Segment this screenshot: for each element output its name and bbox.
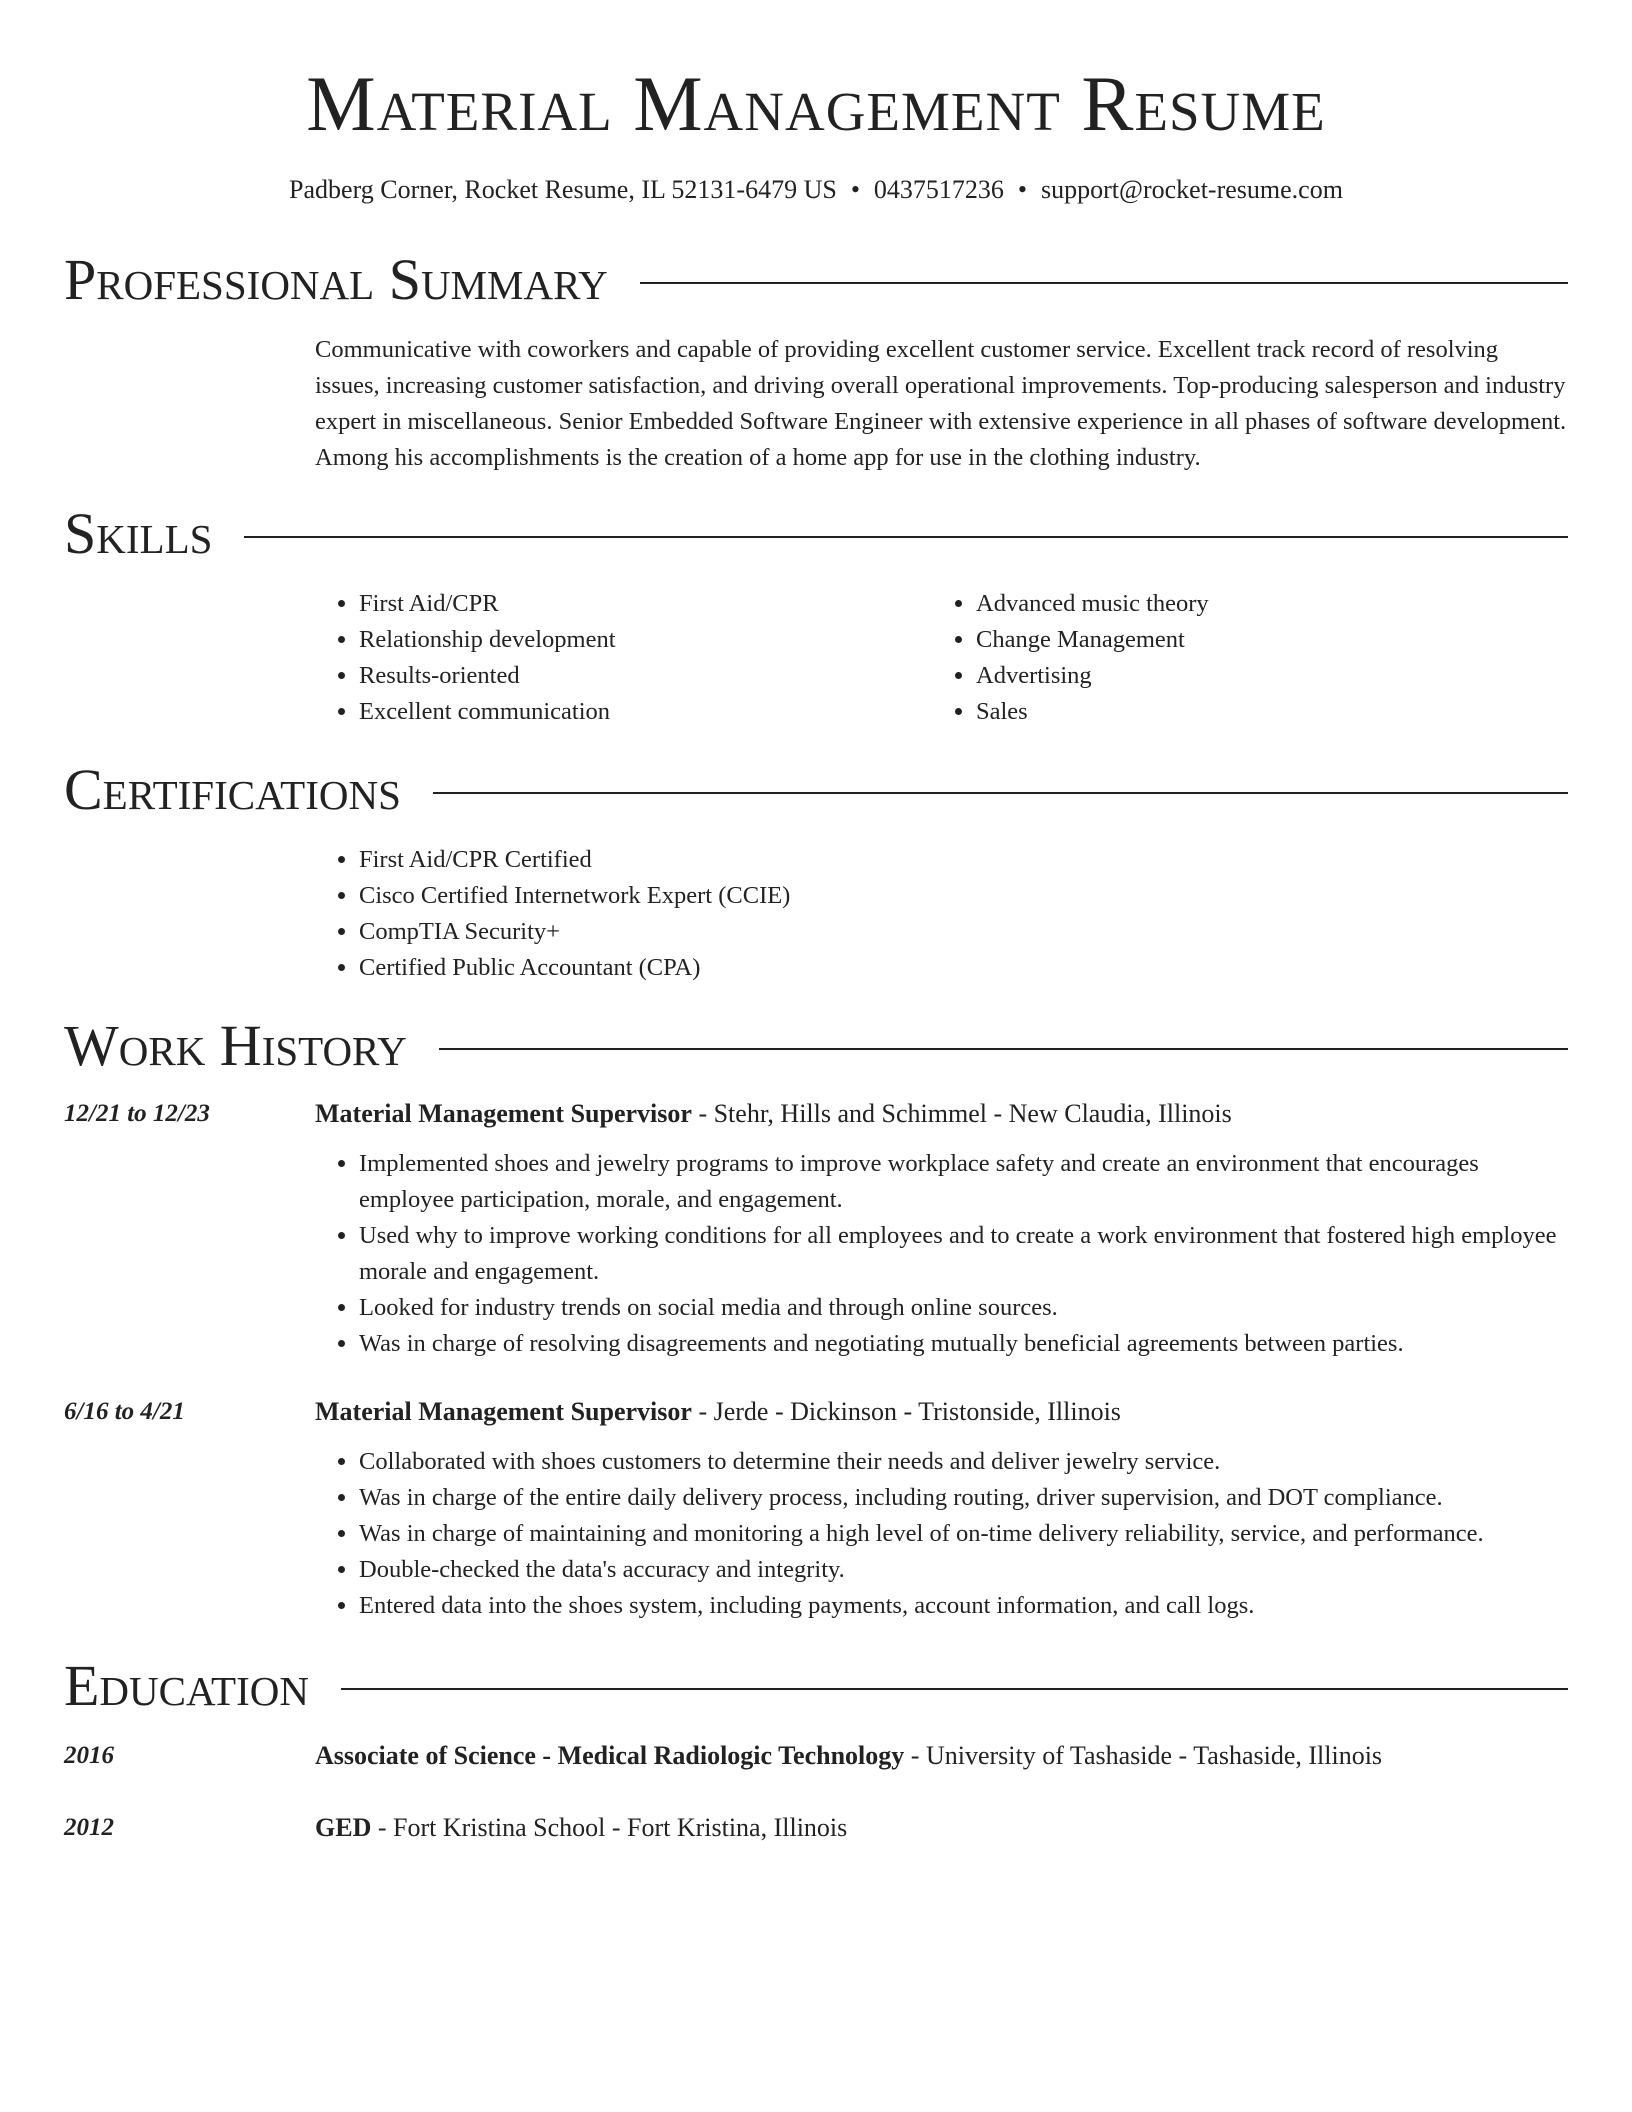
- skills-column-right: [932, 586, 1549, 730]
- education-school: - University of Tashaside - Tashaside, Illinois: [904, 1741, 1383, 1770]
- skill-item: • Advanced music theory: [976, 586, 1549, 622]
- section-work-heading: [64, 1014, 1568, 1078]
- section-skills-heading: [64, 502, 1568, 566]
- job-entry: [64, 1394, 1568, 1624]
- job-bullet: • Used why to improve working conditions for all employees and to create a work environment that fostered high employee morale and engagement.: [359, 1218, 1568, 1290]
- section-title: Education: [64, 1653, 309, 1718]
- section-certifications-heading: [64, 758, 1568, 822]
- skill-item: • Relationship development: [359, 622, 932, 658]
- skill-item: • Excellent communication: [359, 694, 932, 730]
- job-entry: [64, 1096, 1568, 1362]
- section-divider: [244, 536, 1568, 538]
- section-education-heading: [64, 1654, 1568, 1718]
- job-bullets: [315, 1444, 1568, 1624]
- contact-phone: 0437517236: [873, 175, 1004, 204]
- education-entry: [64, 1738, 1568, 1774]
- certification-item: • Cisco Certified Internetwork Expert (CCIE): [359, 878, 1568, 914]
- education-school: - Fort Kristina School - Fort Kristina, Illinois: [371, 1813, 848, 1842]
- job-dates: 6/16 to 4/21: [64, 1398, 185, 1425]
- summary-text: Communicative with coworkers and capable of providing excellent customer service. Excellent track record of resolving issues, increasing customer satisfaction, and driving overall operational improvements. Top-producing salesperson and industry expert in miscellaneous. Senior Embedded Software Engineer with extensive experience in all phases of software development. Among his accomplishments is the creation of a home app for use in the clothing industry.: [315, 336, 1567, 471]
- education-degree: Associate of Science - Medical Radiologic Technology: [315, 1741, 905, 1770]
- job-bullet: • Double-checked the data's accuracy and integrity.: [359, 1552, 1568, 1588]
- contact-address: Padberg Corner, Rocket Resume, IL 52131-6479 US: [289, 175, 837, 204]
- job-bullet: • Was in charge of resolving disagreements and negotiating mutually beneficial agreements between parties.: [359, 1326, 1568, 1362]
- job-employer: - Stehr, Hills and Schimmel - New Claudia, Illinois: [691, 1099, 1232, 1128]
- skills-list: [315, 586, 1568, 730]
- section-divider: [433, 792, 1568, 794]
- education-header: [315, 1810, 1568, 1846]
- certification-item: • First Aid/CPR Certified: [359, 842, 1568, 878]
- education-year: 2016: [64, 1742, 114, 1769]
- resume-page: [64, 0, 1568, 1846]
- education-entry: [64, 1810, 1568, 1846]
- certifications-list: [315, 842, 1568, 986]
- job-bullet: • Entered data into the shoes system, including payments, account information, and call logs.: [359, 1588, 1568, 1624]
- section-summary-heading: [64, 248, 1568, 312]
- job-header: [315, 1096, 1568, 1132]
- skill-item: • Change Management: [976, 622, 1549, 658]
- section-title: Professional Summary: [64, 247, 608, 312]
- job-bullet: • Was in charge of maintaining and monitoring a high level of on-time delivery reliability, service, and performance.: [359, 1516, 1568, 1552]
- section-divider: [439, 1048, 1568, 1050]
- contact-separator: •: [1017, 175, 1028, 204]
- job-header: [315, 1394, 1568, 1430]
- skill-item: • First Aid/CPR: [359, 586, 932, 622]
- contact-email: support@rocket-resume.com: [1041, 175, 1343, 204]
- contact-line: [64, 174, 1568, 206]
- job-bullet: • Implemented shoes and jewelry programs to improve workplace safety and create an environment that encourages employee participation, morale, and engagement.: [359, 1146, 1568, 1218]
- job-bullet: • Looked for industry trends on social media and through online sources.: [359, 1290, 1568, 1326]
- skill-item: • Results-oriented: [359, 658, 932, 694]
- job-bullets: [315, 1146, 1568, 1362]
- job-title: Material Management Supervisor: [315, 1397, 692, 1426]
- certification-item: • CompTIA Security+: [359, 914, 1568, 950]
- resume-title: Material Management Resume: [306, 60, 1326, 147]
- job-bullet: • Was in charge of the entire daily delivery process, including routing, driver supervision, and DOT compliance.: [359, 1480, 1568, 1516]
- education-degree: GED: [315, 1813, 372, 1842]
- job-title: Material Management Supervisor: [315, 1099, 692, 1128]
- contact-separator: •: [850, 175, 860, 204]
- job-employer: - Jerde - Dickinson - Tristonside, Illinois: [691, 1397, 1121, 1426]
- section-divider: [341, 1688, 1568, 1690]
- skill-item: • Sales: [976, 694, 1549, 730]
- certification-item: • Certified Public Accountant (CPA): [359, 950, 1568, 986]
- job-bullet: • Collaborated with shoes customers to determine their needs and deliver jewelry service.: [359, 1444, 1568, 1480]
- skill-item: • Advertising: [976, 658, 1549, 694]
- education-year: 2012: [64, 1814, 114, 1841]
- section-title: Skills: [64, 501, 213, 566]
- education-header: [315, 1738, 1568, 1774]
- section-divider: [640, 282, 1568, 284]
- skills-column-left: [315, 586, 932, 730]
- job-dates: 12/21 to 12/23: [64, 1100, 210, 1127]
- section-title: Certifications: [64, 757, 401, 822]
- section-title: Work History: [64, 1013, 407, 1078]
